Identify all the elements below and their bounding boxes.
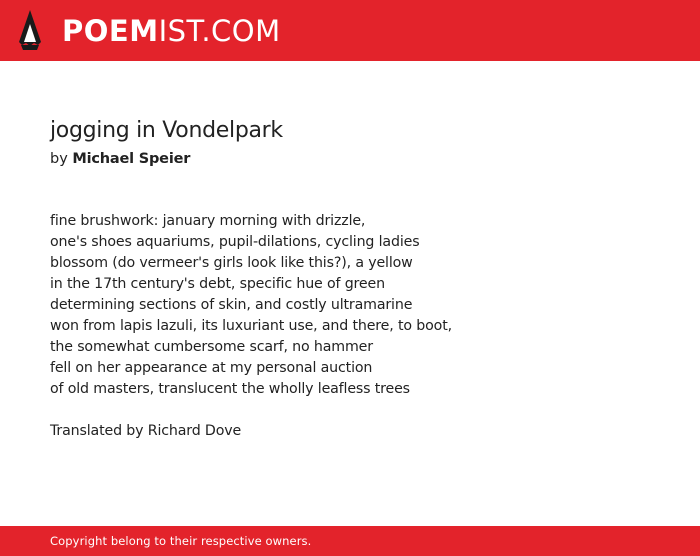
by-label: by	[50, 151, 68, 167]
logo-text-bold: POEM	[62, 14, 159, 48]
poem-line: fell on her appearance at my personal auction	[50, 360, 373, 376]
poem-body	[50, 211, 650, 400]
poem-line: in the 17th century's debt, specific hue of green	[50, 276, 385, 292]
author-link[interactable]: Michael Speier	[72, 151, 191, 167]
site-logo-link[interactable]	[62, 13, 281, 49]
site-footer	[0, 526, 700, 556]
logo-text-light: IST.COM	[158, 14, 281, 48]
poem-line: of old masters, translucent the wholly leafless trees	[50, 381, 410, 397]
poem-line: determining sections of skin, and costly ultramarine	[50, 297, 413, 313]
poem-line: won from lapis lazuli, its luxuriant use, and there, to boot,	[50, 318, 452, 334]
poem-byline	[50, 149, 650, 169]
site-header	[0, 0, 700, 61]
poem-content	[50, 116, 650, 442]
translator-note: Translated by Richard Dove	[50, 423, 242, 439]
copyright-text: Copyright belong to their respective owners.	[50, 534, 312, 548]
poem-line: blossom (do vermeer's girls look like this?), a yellow	[50, 255, 413, 271]
poem-line: fine brushwork: january morning with drizzle,	[50, 213, 366, 229]
poem-title: jogging in Vondelpark	[50, 118, 283, 143]
pencil-icon[interactable]	[16, 9, 44, 52]
poem-line: the somewhat cumbersome scarf, no hammer	[50, 339, 373, 355]
poem-line: one's shoes aquariums, pupil-dilations, cycling ladies	[50, 234, 420, 250]
